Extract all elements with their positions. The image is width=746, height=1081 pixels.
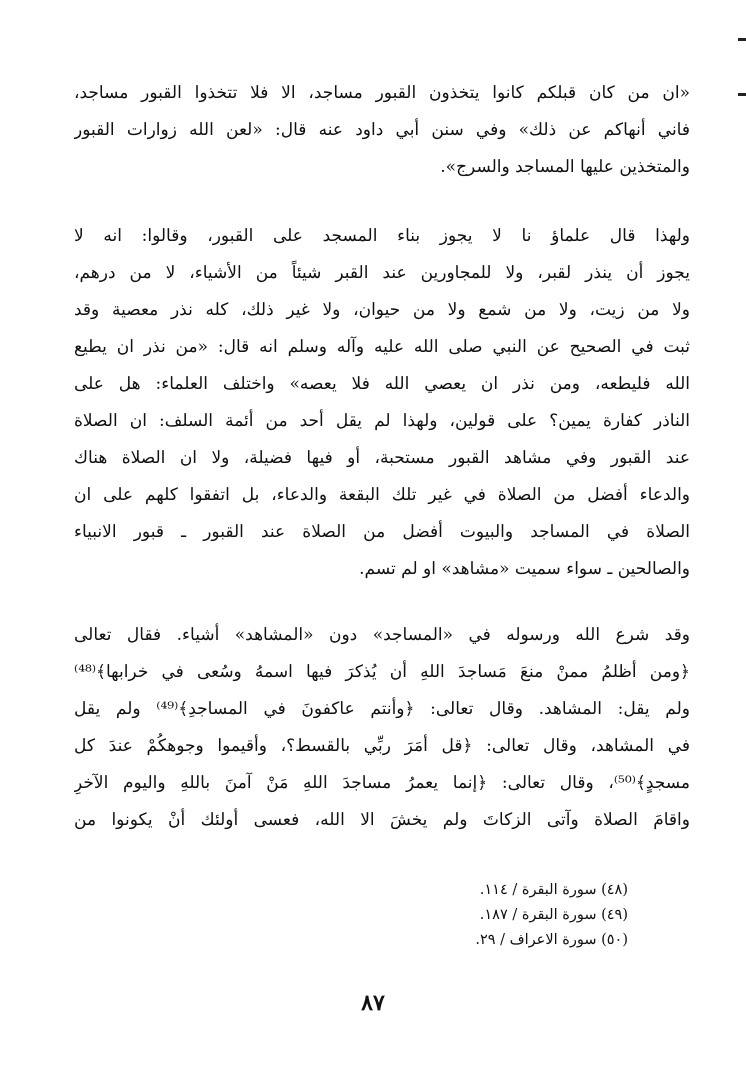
footnote: (٤٩) سورة البقرة / ١٨٧. — [479, 907, 628, 923]
text-line: ولا من زيت، ولا من شمع ولا من حيوان، ولا غير ذلك، كله نذر معصية وقد — [74, 300, 690, 320]
text-line: واقامَ الصلاة وآتى الزكاتَ ولم يخشَ الا الله، فعسى أولئك أنْ يكونوا من — [74, 810, 690, 830]
text-line: وقد شرع الله ورسوله في «المساجد» دون «المشاهد» أشياء. فقال تعالى — [74, 625, 690, 645]
text-line: الله فليطعه، ومن نذر ان يعصي الله فلا يعصه» واختلف العلماء: هل على — [74, 374, 690, 394]
text-line: والدعاء أفضل من الصلاة في غير تلك البقعة والدعاء، بل اتفقوا كلهم على ان — [74, 485, 690, 505]
edge-mark — [738, 93, 746, 96]
text-line: الناذر كفارة يمين؟ على قولين، ولهذا لم يقل أحد من أئمة السلف: ان الصلاة — [74, 411, 690, 431]
footnotes — [475, 878, 628, 953]
text-line: الصلاة في المساجد والبيوت أفضل من الصلاة عند القبور ـ قبور الانبياء — [74, 522, 690, 542]
footnote: (٥٠) سورة الاعراف / ٢٩. — [475, 932, 628, 948]
text-line: ﴿ومن أظلمُ ممنْ منعَ مَساجدَ اللهِ أن يُذكرَ فيها اسمهُ وسُعى في خرابها﴾⁽⁴⁸⁾ — [74, 662, 690, 682]
text-line: فاني أنهاكم عن ذلك» وفي سنن أبي داود عنه قال: «لعن الله زوارات القبور — [74, 120, 690, 140]
paragraph-3 — [74, 617, 690, 839]
text-line: مسجدٍ﴾⁽⁵⁰⁾، وقال تعالى: ﴿إنما يعمرُ مساجدَ اللهِ مَنْ آمنَ باللهِ واليوم الآخرِ — [74, 773, 690, 793]
text-line: والمتخذين عليها المساجد والسرج». — [440, 157, 690, 177]
edge-mark — [738, 38, 746, 41]
paragraph-2 — [74, 218, 690, 588]
text-line: عند القبور وفي مشاهد القبور مستحبة، أو فيها فضيلة، ولا ان الصلاة هناك — [74, 448, 690, 468]
text-line: والصالحين ـ سواء سميت «مشاهد» او لم تسم. — [359, 559, 690, 579]
footnote: (٤٨) سورة البقرة / ١١٤. — [479, 882, 628, 898]
text-line: ولم يقل: المشاهد. وقال تعالى: ﴿وأنتم عاكفونَ في المساجدِ﴾⁽⁴⁹⁾ ولم يقل — [74, 699, 690, 719]
text-line: «ان من كان قبلكم كانوا يتخذون القبور مساجد، الا فلا تتخذوا القبور مساجد، — [74, 83, 690, 103]
paragraph-1 — [74, 75, 690, 186]
text-line: ولهذا قال علماؤ نا لا يجوز بناء المسجد على القبور، وقالوا: انه لا — [74, 226, 690, 246]
text-line: ثبت في الصحيح عن النبي صلى الله عليه وآله وسلم انه قال: «من نذر ان يطيع — [74, 337, 690, 357]
text-line: يجوز أن ينذر لقبر، ولا للمجاورين عند القبر شيئاً من الأشياء، لا من درهم، — [74, 263, 690, 283]
page-number: ٨٧ — [361, 990, 385, 1016]
text-line: في المشاهد، وقال تعالى: ﴿قل أمَرَ ربِّي بالقسط؟، وأقيموا وجوهكُمْ عندَ كل — [74, 736, 690, 756]
